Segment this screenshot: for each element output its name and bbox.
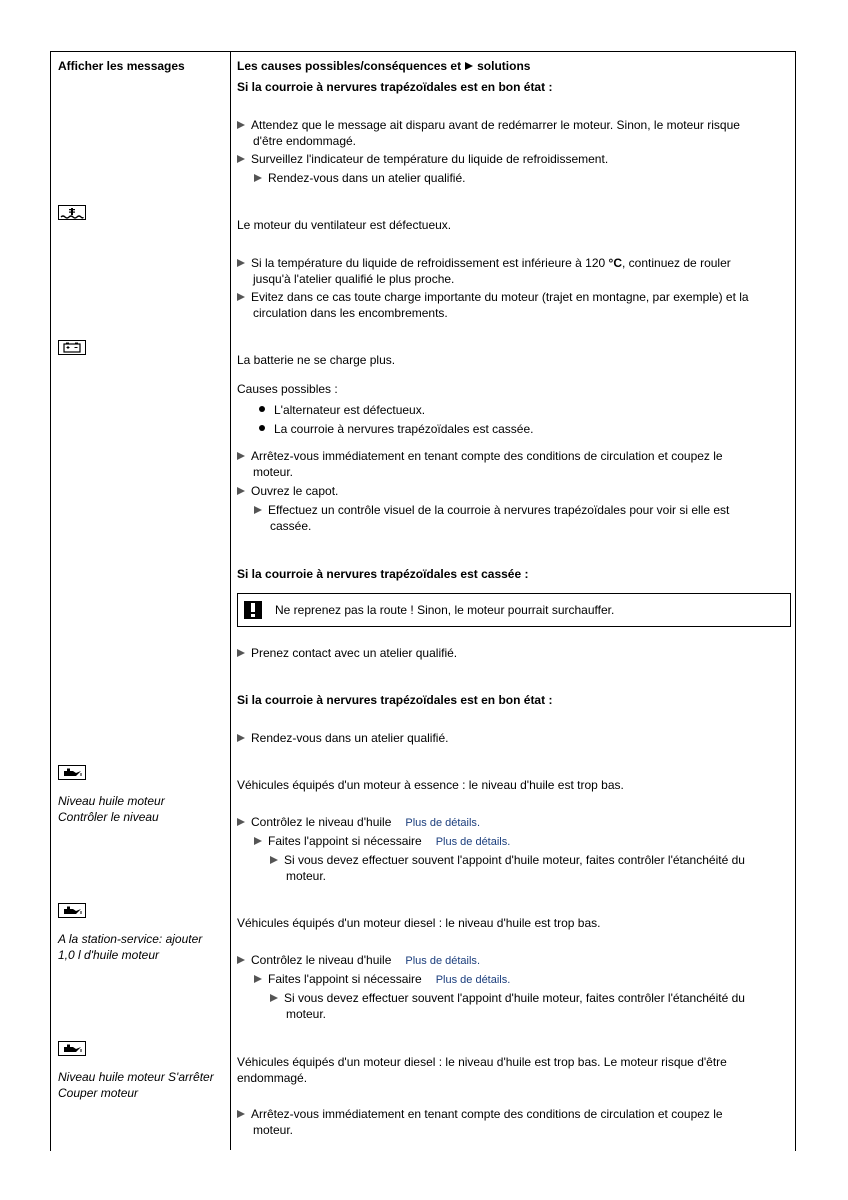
section4-msg-line2: Contrôler le niveau <box>58 810 159 824</box>
section1-step2 <box>237 151 608 167</box>
header-solutions-text: solutions <box>477 59 531 73</box>
warning-box <box>237 593 791 627</box>
section2-step1 <box>237 255 731 271</box>
section5-msg-line2: 1,0 l d'huile moteur <box>58 948 160 962</box>
section5-msg-line1: A la station-service: ajouter <box>58 932 203 946</box>
link-text[interactable]: Plus de détails <box>435 836 508 848</box>
step-text: Si vous devez effectuer souvent l'appoint d'huile moteur, faites contrôler l'étanchéité du <box>284 991 745 1005</box>
section5-substep <box>254 971 510 988</box>
section6-cause: Véhicules équipés d'un moteur diesel : le niveau d'huile est trop bas. Le moteur risque d'être <box>237 1055 727 1069</box>
step-text: Evitez dans ce cas toute charge importante du moteur (trajet en montagne, par exemple) et la <box>251 290 749 304</box>
section1-step1 <box>237 117 740 133</box>
step-text: Contrôlez le niveau d'huile <box>251 953 392 967</box>
step-arrow-icon <box>237 1110 245 1118</box>
step-arrow-icon <box>237 734 245 742</box>
step-arrow-icon <box>237 155 245 163</box>
oil-can-icon <box>58 765 86 780</box>
step-arrow-icon <box>237 649 245 657</box>
step-text: Rendez-vous dans un atelier qualifié. <box>251 731 449 745</box>
section2-step2 <box>237 289 749 305</box>
step-text: Effectuez un contrôle visuel de la courroie à nervures trapézoïdales pour voir si elle est <box>268 503 730 517</box>
step-arrow-icon <box>254 174 262 182</box>
step-arrow-icon <box>237 293 245 301</box>
oil-can-icon <box>58 903 86 918</box>
step-text: Faites l'appoint si nécessaire <box>268 972 422 986</box>
step-text-cont: , continuez de rouler <box>622 256 731 270</box>
column-divider <box>230 51 231 1150</box>
section3-cause: La batterie ne se charge plus. <box>237 353 396 367</box>
link-suffix: . <box>507 974 511 986</box>
section6-cause-cont: endommagé. <box>237 1071 308 1085</box>
section3-broken-heading: Si la courroie à nervures trapézoïdales est cassée : <box>237 567 529 581</box>
section5-subsubstep <box>270 990 745 1006</box>
section2-step2-cont: circulation dans les encombrements. <box>253 306 448 320</box>
bullet-dot <box>259 406 265 412</box>
section6-step1-cont: moteur. <box>253 1123 294 1137</box>
section3-broken-step <box>237 645 457 661</box>
link-suffix: . <box>476 817 480 829</box>
section1-step1-cont: d'être endommagé. <box>253 134 357 148</box>
header-messages: Afficher les messages <box>58 59 185 73</box>
exclamation-icon <box>244 601 262 619</box>
section3-substep <box>254 502 729 518</box>
section2-step1-cont: jusqu'à l'atelier qualifié le plus proche. <box>253 272 455 286</box>
link-suffix: . <box>507 836 511 848</box>
section4-msg-line1: Niveau huile moteur <box>58 794 165 808</box>
link-text[interactable]: Plus de détails <box>405 955 477 967</box>
more-details-link[interactable] <box>436 974 511 986</box>
header-causes <box>237 58 530 74</box>
step-arrow-icon <box>237 121 245 129</box>
section3-step1-cont: moteur. <box>253 465 294 479</box>
step-arrow-icon <box>237 818 245 826</box>
step-text: Attendez que le message ait disparu avant de redémarrer le moteur. Sinon, le moteur risque <box>251 118 740 132</box>
arrow-icon <box>465 62 473 70</box>
battery-icon <box>58 340 86 355</box>
section5-cause: Véhicules équipés d'un moteur diesel : le niveau d'huile est trop bas. <box>237 916 601 930</box>
section5-subsubstep-cont: moteur. <box>286 1007 327 1021</box>
section6-msg-line2: Couper moteur <box>58 1086 139 1100</box>
section3-step1 <box>237 448 723 464</box>
section4-substep <box>254 833 510 850</box>
fan-motor-icon <box>58 205 86 220</box>
section3-ok-heading: Si la courroie à nervures trapézoïdales est en bon état : <box>237 693 553 707</box>
step-arrow-icon <box>254 837 262 845</box>
more-details-link[interactable] <box>436 836 511 848</box>
warning-text: Ne reprenez pas la route ! Sinon, le moteur pourrait surchauffer. <box>275 603 615 617</box>
more-details-link[interactable] <box>405 955 480 967</box>
step-arrow-icon <box>270 994 278 1002</box>
section3-step2 <box>237 483 338 499</box>
step-arrow-icon <box>237 259 245 267</box>
section3-ok-step <box>237 730 448 746</box>
section1-substep <box>254 170 465 186</box>
step-arrow-icon <box>237 956 245 964</box>
section4-step1 <box>237 814 480 831</box>
section6-step1 <box>237 1106 723 1122</box>
step-text: Faites l'appoint si nécessaire <box>268 834 422 848</box>
link-suffix: . <box>476 955 480 967</box>
link-text[interactable]: Plus de détails <box>405 817 477 829</box>
section1-heading: Si la courroie à nervures trapézoïdales est en bon état : <box>237 80 553 94</box>
step-text: Prenez contact avec un atelier qualifié. <box>251 646 458 660</box>
section4-subsubstep-cont: moteur. <box>286 869 327 883</box>
step-arrow-icon <box>270 856 278 864</box>
section3-causes-label: Causes possibles : <box>237 382 338 396</box>
section3-substep-cont: cassée. <box>270 519 312 533</box>
step-arrow-icon <box>254 975 262 983</box>
step-text: Si la température du liquide de refroidissement est inférieure à 120 <box>251 256 606 270</box>
step-text: Arrêtez-vous immédiatement en tenant compte des conditions de circulation et coupez le <box>251 449 723 463</box>
link-text[interactable]: Plus de détails <box>435 974 508 986</box>
step-arrow-icon <box>237 487 245 495</box>
step-arrow-icon <box>254 506 262 514</box>
section3-bullet2: La courroie à nervures trapézoïdales est cassée. <box>274 422 534 436</box>
oil-can-icon <box>58 1041 86 1056</box>
step-text: Surveillez l'indicateur de température du liquide de refroidissement. <box>251 152 609 166</box>
bullet-dot <box>259 425 265 431</box>
step-arrow-icon <box>237 452 245 460</box>
temp-unit: °C <box>608 256 623 270</box>
step-text: Arrêtez-vous immédiatement en tenant compte des conditions de circulation et coupez le <box>251 1107 723 1121</box>
step-text: Si vous devez effectuer souvent l'appoint d'huile moteur, faites contrôler l'étanchéité du <box>284 853 745 867</box>
header-causes-text: Les causes possibles/conséquences et <box>237 59 462 73</box>
section5-step1 <box>237 952 480 969</box>
step-text: Contrôlez le niveau d'huile <box>251 815 392 829</box>
step-text: Ouvrez le capot. <box>251 484 339 498</box>
section2-cause: Le moteur du ventilateur est défectueux. <box>237 218 452 232</box>
section3-bullet1: L'alternateur est défectueux. <box>274 403 426 417</box>
step-text: Rendez-vous dans un atelier qualifié. <box>268 171 466 185</box>
section6-msg-line1: Niveau huile moteur S'arrêter <box>58 1070 214 1084</box>
section4-subsubstep <box>270 852 745 868</box>
more-details-link[interactable] <box>405 817 480 829</box>
section4-cause: Véhicules équipés d'un moteur à essence : le niveau d'huile est trop bas. <box>237 778 624 792</box>
